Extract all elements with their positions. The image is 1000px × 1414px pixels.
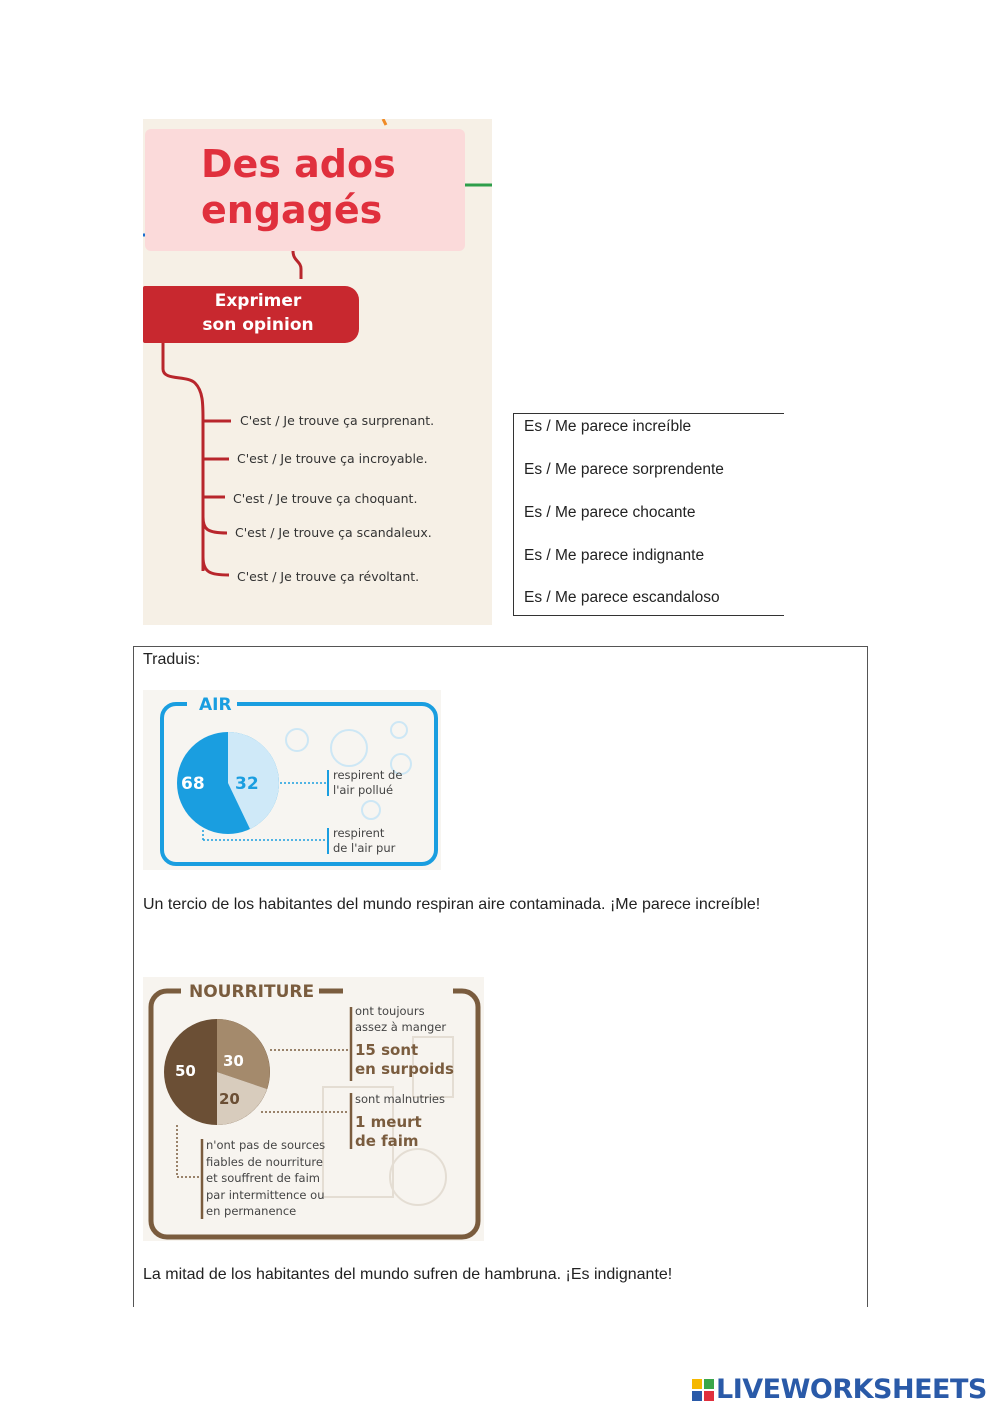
food-value-malnourished: 20 [219,1090,240,1108]
food-label-enough: ont toujours assez à manger [355,1004,447,1034]
air-label-pure: respirent de l'air pur [333,826,396,855]
air-value-minor-share: 32 [235,774,259,794]
food-label-malnourished: sont malnutries [355,1092,446,1106]
air-value-polluted-share: 68 [181,774,205,794]
food-title: NOURRITURE [189,982,315,1002]
opinion-option: C'est / Je trouve ça incroyable. [237,451,428,466]
food-value-half: 50 [175,1062,196,1080]
spanish-item: Es / Me parece chocante [524,504,696,521]
food-value-enough: 30 [223,1052,244,1070]
spanish-item: Es / Me parece sorprendente [524,461,724,478]
spanish-item: Es / Me parece indignante [524,547,705,564]
sentence-air: Un tercio de los habitantes del mundo respiran aire contaminada. ¡Me parece increíble! [143,896,761,913]
opinion-banner-text: Exprimer son opinion [202,291,314,335]
food-label-hunger: 1 meurt de faim [355,1113,422,1150]
opinion-option: C'est / Je trouve ça choquant. [233,491,418,506]
logo-text: LIVEWORKSHEETS [716,1374,987,1405]
opinion-option: C'est / Je trouve ça scandaleux. [235,525,432,540]
food-infographic [143,977,484,1241]
sentence-food: La mitad de los habitantes del mundo sufren de hambruna. ¡Es indignante! [143,1266,673,1283]
food-label-no-source: n'ont pas de sources fiables de nourriture et souffrent de faim par intermittence ou en permanence [206,1138,326,1218]
logo-grid-icon [692,1379,714,1403]
air-title: AIR [199,695,232,715]
liveworksheets-logo[interactable] [692,1374,992,1406]
air-label-polluted: respirent de l'air pollué [333,768,403,797]
instruction-label: Traduis: [143,651,201,668]
spanish-item: Es / Me parece escandaloso [524,589,720,606]
food-label-overweight: 15 sont en surpoids [355,1041,454,1078]
mindmap-image [143,119,492,625]
air-infographic [143,690,441,870]
opinion-option: C'est / Je trouve ça révoltant. [237,569,420,584]
spanish-item: Es / Me parece increíble [524,418,692,435]
opinion-option: C'est / Je trouve ça surprenant. [240,413,435,428]
spanish-translations-box [513,413,784,616]
mindmap-title: Des ados engagés [201,142,396,232]
